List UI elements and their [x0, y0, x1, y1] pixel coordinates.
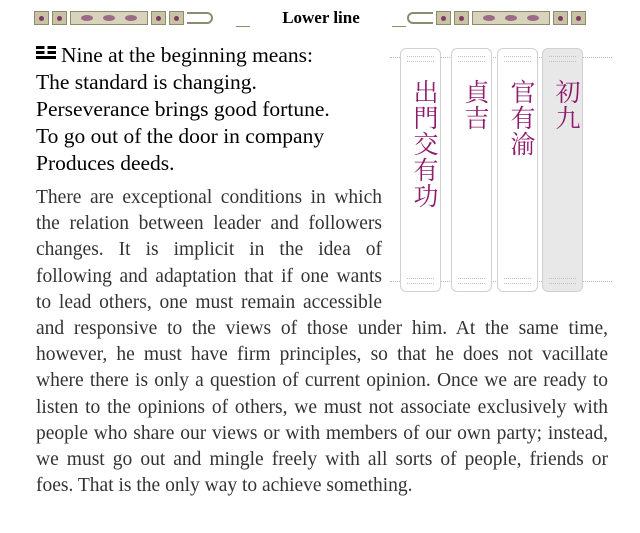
ornament-hook-icon [187, 12, 213, 24]
oracle-line: Perseverance brings good fortune. [36, 97, 330, 121]
header-ornament-left [34, 10, 213, 26]
commentary-text: There are exceptional conditions in which the relation between leader and followers changes. It is implicit in the idea of following and adaptation that if one wants to lead others, one must remain accessible and responsive to the views of those under him. At the same time, however, he must have firm principles, so that he does not vacillate where there is only a question of current opinion. Once we are ready to listen to the opinions of others, we must not associate exclusively with people who share our views or with members of our own party; instead, we must go out and mingle freely with all sorts of people, friends or foes. That is the only way to achieve something. [36, 187, 608, 497]
ornament-tile-icon [34, 11, 49, 25]
slip-chinese-text: 官有渝 [507, 79, 536, 157]
ornament-tile-icon [169, 11, 184, 25]
header-ornament-right [407, 10, 586, 26]
bamboo-slip [542, 48, 583, 292]
slip-chinese-text: 初九 [552, 79, 581, 131]
bamboo-slip [400, 48, 441, 292]
ornament-band-icon [472, 11, 550, 25]
ornament-tile-icon [52, 11, 67, 25]
oracle-line-text: Nine at the beginning means: [61, 43, 313, 67]
ornament-tile-icon [151, 11, 166, 25]
ornament-tile-icon [553, 11, 568, 25]
slip-chinese-text: 出門交有功 [410, 79, 439, 209]
oracle-line [36, 42, 386, 69]
oracle-line: Produces deeds. [36, 151, 175, 175]
bamboo-slips [390, 44, 612, 296]
page-title: Lower line [282, 8, 360, 27]
oracle-line: To go out of the door in company [36, 124, 325, 148]
ornament-hook-icon [407, 12, 433, 24]
slip-chinese-text: 貞吉 [461, 79, 490, 131]
ornament-tile-icon [454, 11, 469, 25]
header-bar [0, 0, 640, 36]
ornament-tile-icon [571, 11, 586, 25]
oracle-line: The standard is changing. [36, 70, 257, 94]
oracle-text [36, 42, 386, 177]
bamboo-slip [497, 48, 538, 292]
bamboo-slip [451, 48, 492, 292]
header-rule-right [392, 26, 406, 27]
ornament-tile-icon [436, 11, 451, 25]
ornament-band-icon [70, 11, 148, 25]
trigram-icon [36, 46, 56, 63]
